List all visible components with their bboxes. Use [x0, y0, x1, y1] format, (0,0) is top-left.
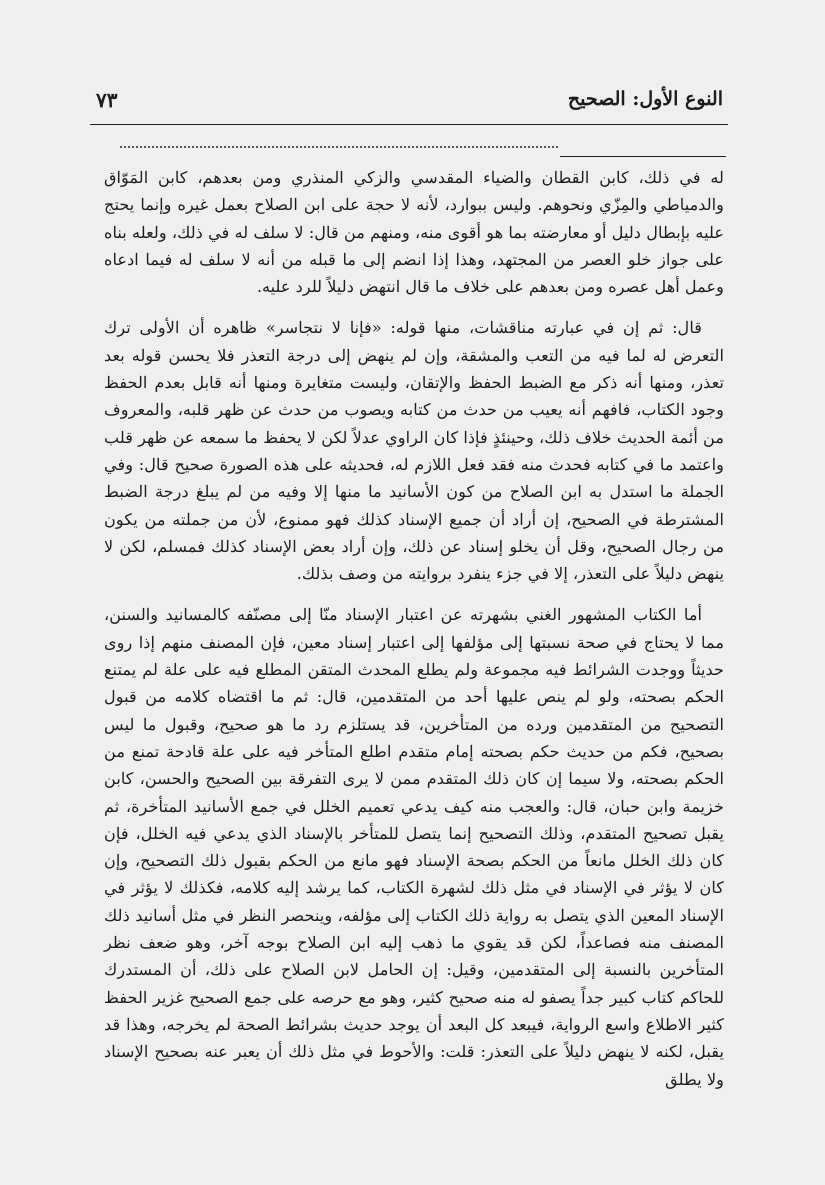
- short-rule: [560, 156, 726, 157]
- dotted-separator: [120, 146, 558, 148]
- body-text: [104, 164, 724, 1093]
- running-title: النوع الأول: الصحيح: [567, 88, 723, 110]
- paragraph-1: له في ذلك، كابن القطان والضياء المقدسي والزكي المنذري ومن بعدهم، كابن المَوّاق والدمياطي والمِزّي ونحوهم. وليس ببوارد، لأنه لا حجة على ابن الصلاح بعمل غيره وإنما يحتج عليه بإبطال دليل أو معارضته بما هو أقوى منه، ومنهم من قال: لا سلف له في ذلك، ولعله بناه على جواز خلو العصر من المجتهد، وهذا إذا انضم إلى ما قبله من أنه لا سلف له فيما ادعاه وعمل أهل عصره ومن بعدهم على خلاف ما قال انتهض دليلاً للرد عليه.: [104, 168, 724, 297]
- paragraph-2: قال: ثم إن في عبارته مناقشات، منها قوله: «فإنا لا نتجاسر» ظاهره أن الأولى ترك التعرض له لما فيه من التعب والمشقة، وإن لم ينهض إلى درجة التعذر فلا يحسن قوله بعد تعذر، ومنها أنه ذكر مع الضبط الحفظ والإتقان، وليست متغايرة ومنها أنه قابل بعدم الحفظ وجود الكتاب، فافهم أنه يعيب من حدث من كتابه ويصوب من حدث عن ظهر قلبه، والمعروف من أئمة الحديث خلاف ذلك، وحينئذٍ فإذا كان الراوي عدلاً لكن لا يحفظ ما سمعه عن ظهر قلب واعتمد ما في كتابه فحدث منه فقد فعل اللازم له، فحديثه على هذه الصورة صحيح قال: وفي الجملة ما استدل به ابن الصلاح من كون الأسانيد ما منها إلا وفيه من لم يبلغ درجة الضبط المشترطة في الصحيح، إن أراد أن جميع الإسناد كذلك فهو ممنوع، لأن من جملته من يكون من رجال الصحيح، وقل أن يخلو إسناد عن ذلك، وإن أراد بعض الإسناد كذلك فمسلم، لكن لا ينهض دليلاً على التعذر، إلا في جزء ينفرد بروايته من وصف بذلك.: [104, 318, 724, 584]
- paragraph-3: أما الكتاب المشهور الغني بشهرته عن اعتبار الإسناد منّا إلى مصنّفه كالمسانيد والسنن، مما لا يحتاج في صحة نسبتها إلى مؤلفها إلى اعتبار إسناد معين، فإن المصنف منهم إذا روى حديثاً ووجدت الشرائط فيه مجموعة ولم يطلع المحدث المتقن المطلع فيه على علة لم يمتنع الحكم بصحته، ولو لم ينص عليها أحد من المتقدمين، قال: ثم ما اقتضاه كلامه من قبول التصحيح من المتقدمين ورده من المتأخرين، قد يستلزم رد ما هو صحيح، وقبول ما ليس بصحيح، فكم من حديث حكم بصحته إمام متقدم اطلع المتأخر فيه على علة قادحة تمنع من الحكم بصحته، ولا سيما إن كان ذلك المتقدم ممن لا يرى التفرقة بين الصحيح والحسن، كابن خزيمة وابن حبان، قال: والعجب منه كيف يدعي تعميم الخلل في جمع الأسانيد المتأخرة، ثم يقبل تصحيح المتقدم، وذلك التصحيح إنما يتصل للمتأخر بالإسناد الذي يدعي فيه الخلل، فإن كان ذلك الخلل مانعاً من الحكم بصحة الإسناد فهو مانع من الحكم بقبول ذلك التصحيح، وإن كان لا يؤثر في الإسناد في مثل ذلك لشهرة الكتاب، كما يرشد إليه كلامه، فكذلك لا يؤثر في الإسناد المعين الذي يتصل به رواية ذلك الكتاب إلى مؤلفه، وينحصر النظر في مثل أسانيد ذلك المصنف منه فصاعداً، لكن قد يقوي ما ذهب إليه ابن الصلاح بوجه آخر، وهو ضعف نظر المتأخرين بالنسبة إلى المتقدمين، وقيل: إن الحامل لابن الصلاح على ذلك، أن المستدرك للحاكم كتاب كبير جداً يصفو له منه صحيح كثير، وهو مع حرصه على جمع الصحيح غزير الحفظ كثير الاطلاع واسع الرواية، فيبعد كل البعد أن يوجد حديث بشرائط الصحة لم يخرجه، وهذا قد يقبل، لكنه لا ينهض دليلاً على التعذر: قلت: والأحوط في مثل ذلك أن يعبر عنه بصحيح الإسناد ولا يطلق: [104, 605, 724, 1089]
- page-header: [90, 88, 725, 116]
- header-rule: [90, 124, 728, 125]
- page-number: ٧٣: [96, 88, 118, 112]
